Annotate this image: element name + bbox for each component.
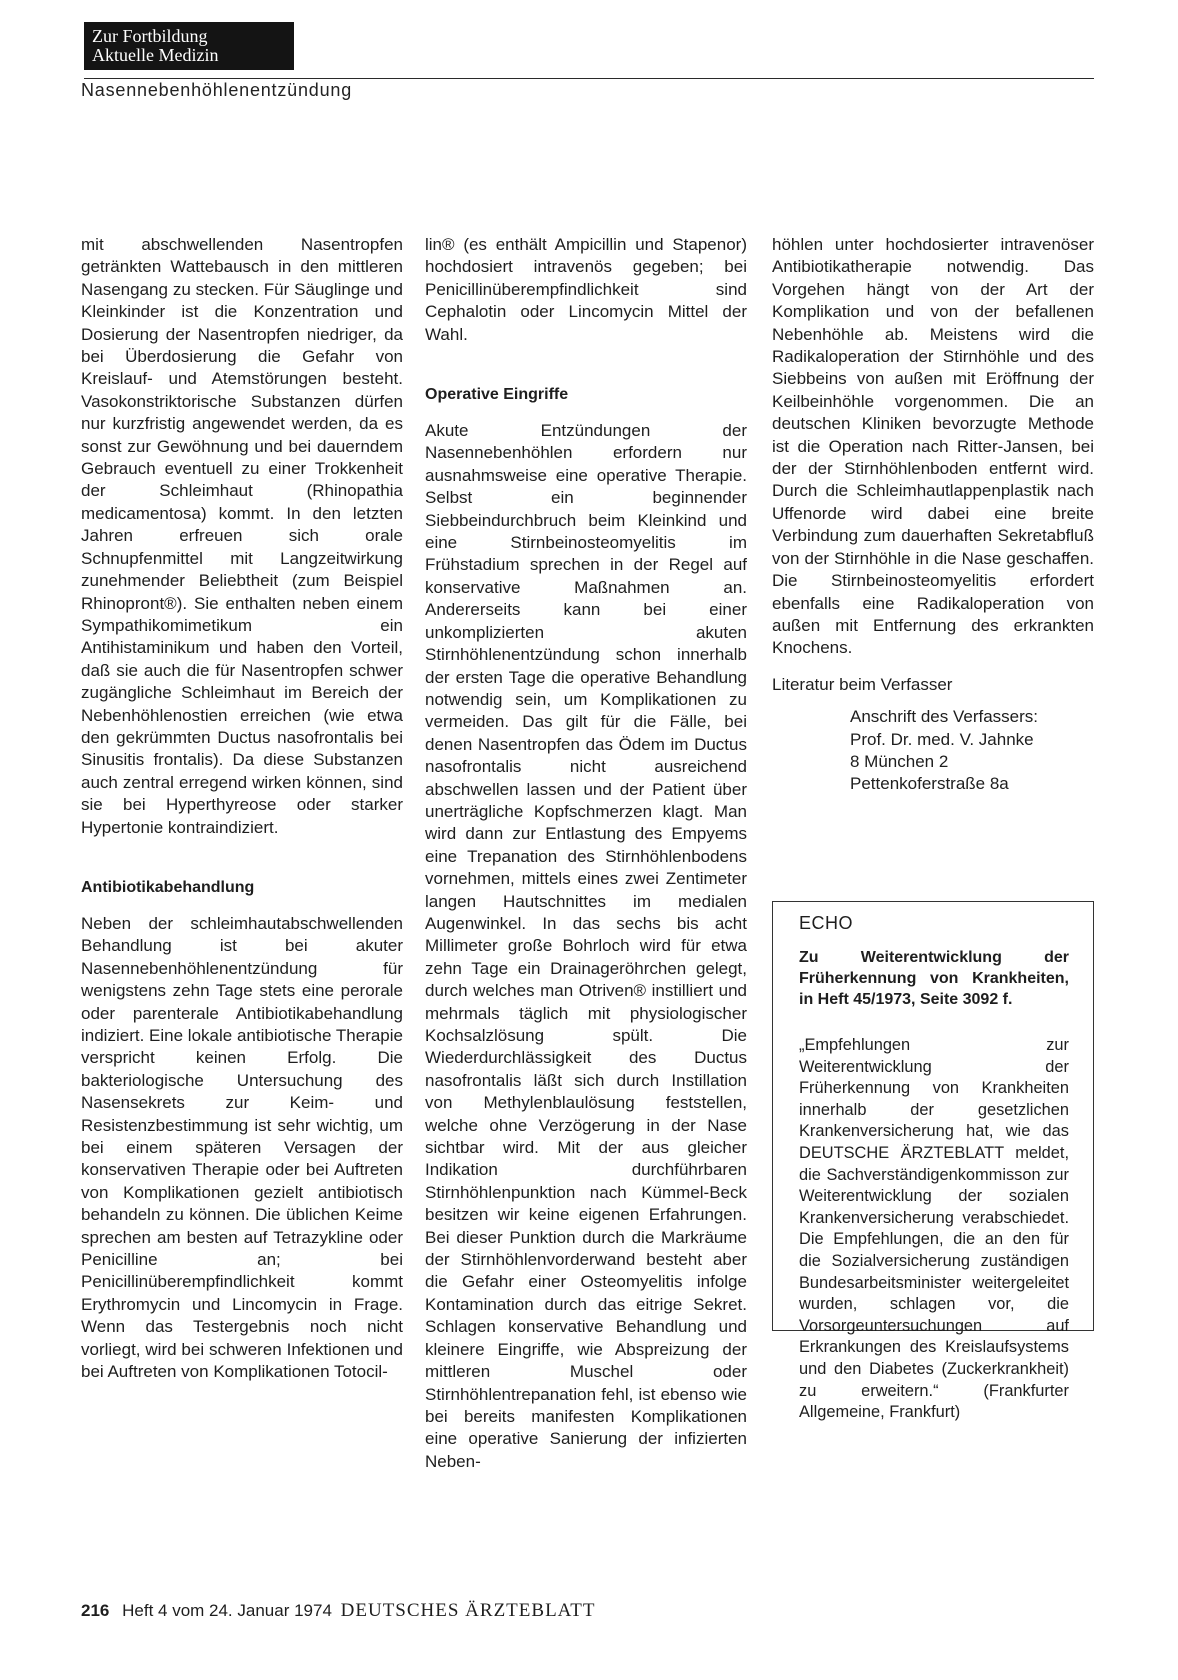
address-city: 8 München 2	[850, 751, 949, 771]
echo-quote: „Empfehlungen zur Weiterentwicklung der Früherkennung von Krankheiten innerhalb der gesetzlichen Krankenversicherung hat, wie das DEUTSCHE ÄRZTEBLATT meldet, die Sachverständigenkommisson zur Weiterentwicklung der sozialen Krankenversicherung verabschiedet. Die Empfehlungen, die an den für die Sozialversicherung zuständigen Bundesarbeitsminister weitergeleitet wurden, schlagen vor, die Vorsorgeuntersuchungen auf Erkrankungen des Kreislaufsystems und den Diabetes (Zuckerkrankheit) zu erweitern.“ (Frankfurter Allgemeine, Frankfurt)	[799, 1036, 1069, 1422]
body-paragraph: höhlen unter hochdosierter intravenöser Antibiotikatherapie notwendig. Das Vorgehen hängt von der Art der Komplikation und von der befallenen Nebenhöhle ab. Meistens wird die Radikaloperation der Stirnhöhle und des Siebbeins von außen mit Eröffnung der Keilbeinhöhle vorgenommen. Die an deutschen Kliniken bevorzugte Methode ist die Operation nach Ritter-Jansen, bei der der Stirnhöhlenboden entfernt wird. Durch die Schleimhautlappenplastik nach Uffenorde wird dabei eine breite Verbindung zum dauerhaften Sekretabfluß von der Stirnhöhle in die Nase geschaffen. Die Stirnbeinosteomyelitis erfordert ebenfalls eine Radikaloperation von außen mit Entfernung des erkrankten Knochens.	[772, 235, 1094, 658]
address-street: Pettenkoferstraße 8a	[850, 774, 1009, 794]
body-paragraph: mit abschwellenden Nasentropfen getränkten Wattebausch in den mittleren Nasengang zu stecken. Für Säuglinge und Kleinkinder ist die Konzentration und Dosierung der Nasentropfen niedriger, da bei Überdosierung die Gefahr von Kreislauf- und Atemstörungen besteht. Vasokonstriktorische Substanzen dürfen nur kurzfristig angewendet werden, da es sonst zur Gewöhnung und bei dauerndem Gebrauch eventuell zu einer Trokkenheit der Schleimhaut (Rhinopathia medicamentosa) kommt. In den letzten Jahren erfreuen sich orale Schnupfenmittel mit Langzeitwirkung zunehmender Beliebtheit (zum Beispiel Rhinopront®). Sie enthalten neben einem Sympathikomimetikum ein Antihistaminikum und haben den Vorteil, daß sie auch die für Nasentropfen schwer zugängliche Schleimhaut im Bereich der Nebenhöhlenostien erreichen (wie etwa den gekrümmten Ductus nasofrontalis bei Sinusitis frontalis). Da diese Substanzen auch zentral erregend wirken können, sind sie bei Hyperthyreose oder starker Hypertonie kontraindiziert.	[81, 235, 403, 837]
body-paragraph: Neben der schleimhautabschwellenden Behandlung ist bei akuter Nasennebenhöhlenentzündung für wenigstens zehn Tage stets eine perorale oder parenterale Antibiotikabehandlung indiziert. Eine lokale antibiotische Therapie verspricht keinen Erfolg. Die bakteriologische Untersuchung des Nasensekrets zur Keim- und Resistenzbestimmung ist sehr wichtig, um bei einem späteren Versagen der konservativen Therapie oder bei Auftreten von Komplikationen gezielt antibiotisch behandeln zu können. Die üblichen Keime sprechen am besten auf Tetrazykline oder Penicilline an; bei Penicillinüberempfindlichkeit kommt Erythromycin und Lincomycin in Frage. Wenn das Testergebnis noch nicht vorliegt, wird bei schweren Infektionen und bei Auftreten von Komplikationen Totocil-	[81, 913, 403, 1382]
address-label: Anschrift des Verfassers:	[850, 707, 1039, 727]
section-heading-antibiotics: Antibiotikabehandlung	[81, 878, 255, 896]
address-name: Prof. Dr. med. V. Jahnke	[850, 729, 1034, 749]
echo-box	[772, 901, 1094, 1422]
body-paragraph: Akute Entzündungen der Nasennebenhöhlen erfordern nur ausnahmsweise eine operative Therapie. Selbst ein beginnender Siebbeindurchbruch beim Kleinkind und eine Stirnbeinosteomyelitis im Frühstadium sprechen in der Regel auf konservative Maßnahmen an. Andererseits kann bei einer unkomplizierten akuten Stirnhöhlenentzündung schon innerhalb der ersten Tage die operative Behandlung notwendig sein, um Komplikationen zu vermeiden. Das gilt für die Fälle, bei denen Nasentropfen das Ödem im Ductus nasofrontalis nicht ausreichend abschwellen lassen und der Patient über unerträgliche Kopfschmerzen klagt. Man wird dann zur Entlastung des Empyems eine Trepanation des Stirnhöhlenbodens vornehmen, mittels eines zwei Zentimeter langen Hautschnittes im medialen Augenwinkel. In das sechs bis acht Millimeter große Bohrloch wird für etwa zehn Tage ein Drainageröhrchen gelegt, durch welches man Otriven® instilliert und mehrmals täglich mit physiologischer Kochsalzlösung spült. Die Wiederdurchlässigkeit des Ductus nasofrontalis läßt sich durch Instillation von Methylenblaulösung feststellen, welche ohne Verzögerung in der Nase sichtbar wird. Mit der aus gleicher Indikation durchführbaren Stirnhöhlenpunktion nach Kümmel-Beck besitzen wir keine eigenen Erfahrungen. Bei dieser Punktion durch die Markräume der Stirnhöhlenvorderwand besteht aber die Gefahr einer Osteomyelitis infolge Kontamination durch das eitrige Sekret. Schlagen konservative Behandlung und kleinere Eingriffe, wie Abspreizung der mittleren Muschel oder Stirnhöhlentrepanation fehl, ist ebenso wie bei bereits manifesten Komplikationen eine operative Sanierung der infizierten Neben-	[425, 421, 747, 1471]
section-badge-line-1: Zur Fortbildung	[92, 26, 208, 46]
article-column-2	[425, 234, 747, 1473]
header-rule	[84, 78, 1094, 79]
author-address	[850, 706, 1094, 796]
section-badge-line-2: Aktuelle Medizin	[92, 45, 219, 65]
echo-title: Zu Weiterentwicklung der Früherkennung von Krankheiten, in Heft 45/1973, Seite 3092 f.	[799, 949, 1069, 1008]
section-badge	[84, 22, 294, 70]
page-footer	[81, 1600, 596, 1622]
issue-info: Heft 4 vom 24. Januar 1974	[122, 1601, 332, 1620]
literature-note: Literatur beim Verfasser	[772, 674, 953, 694]
body-paragraph: lin® (es enthält Ampicillin und Stapenor) hochdosiert intravenös gegeben; bei Penicillinüberempfindlichkeit sind Cephalotin oder Lincomycin Mittel der Wahl.	[425, 235, 747, 344]
section-heading-surgery: Operative Eingriffe	[425, 386, 569, 404]
article-column-1	[81, 234, 403, 1384]
echo-label: ECHO	[799, 913, 854, 933]
journal-name: DEUTSCHES ÄRZTEBLATT	[340, 1600, 596, 1621]
article-column-3	[772, 234, 1094, 796]
running-title: Nasennebenhöhlenentzündung	[81, 80, 353, 100]
page-number: 216	[81, 1601, 110, 1620]
